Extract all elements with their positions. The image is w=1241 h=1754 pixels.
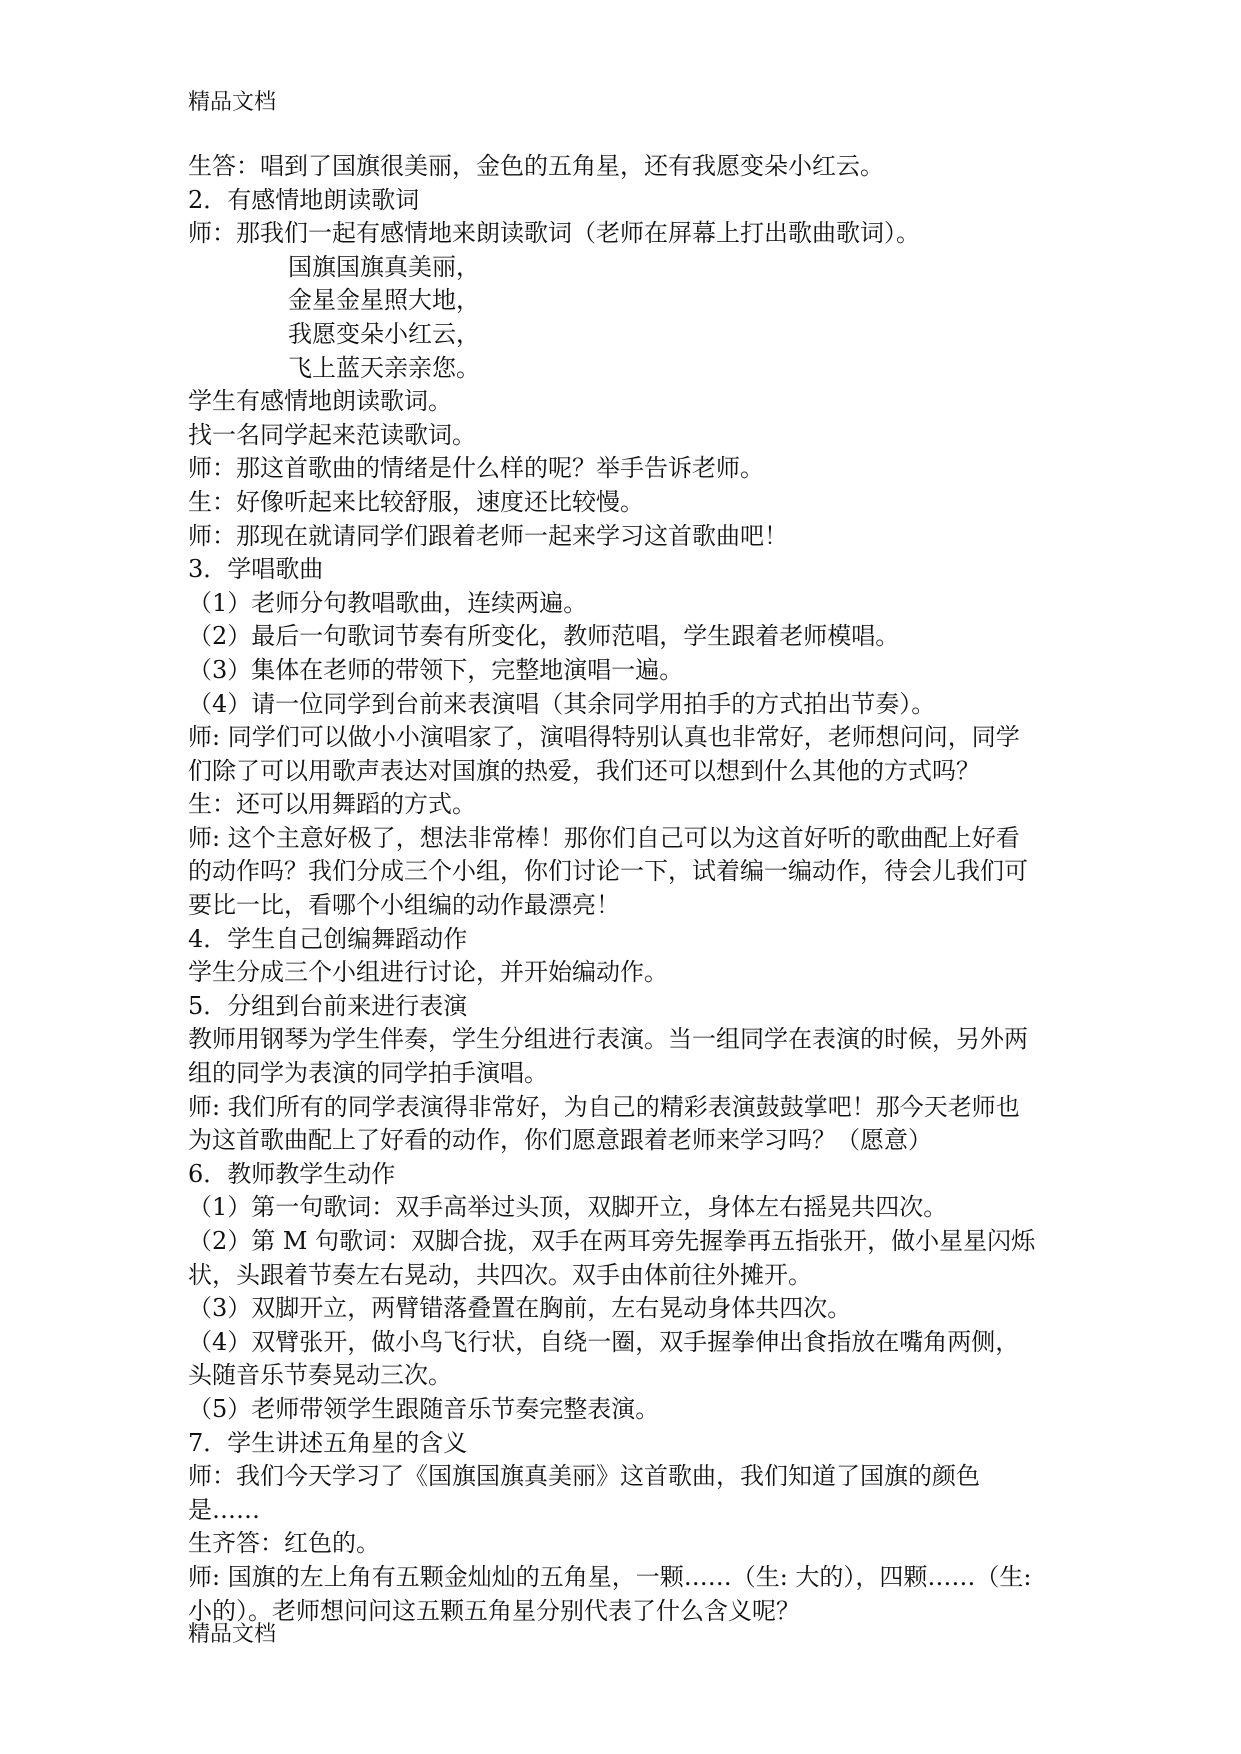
text-line: 师：我们今天学习了《国旗国旗真美丽》这首歌曲，我们知道了国旗的颜色 <box>188 1462 980 1491</box>
page-header: 精品文档 <box>188 90 277 115</box>
section-heading: 5．分组到台前来进行表演 <box>188 991 468 1020</box>
text-line: 师: 同学们可以做小小演唱家了，演唱得特别认真也非常好，老师想问问，同学 <box>188 723 1020 752</box>
list-item: （2）最后一句歌词节奏有所变化，教师范唱，学生跟着老师模唱。 <box>188 622 900 651</box>
section-heading: 3．学唱歌曲 <box>188 555 324 584</box>
list-item: （1）第一句歌词：双手高举过头顶，双脚开立，身体左右摇晃共四次。 <box>188 1193 948 1222</box>
text-line: 们除了可以用歌声表达对国旗的热爱，我们还可以想到什么其他的方式吗？ <box>188 756 980 785</box>
list-item: （2）第 M 句歌词：双脚合拢，双手在两耳旁先握拳再五指张开，做小星星闪烁 <box>188 1227 1036 1255</box>
text-line: 是…… <box>188 1495 260 1524</box>
text-line: 为这首歌曲配上了好看的动作，你们愿意跟着老师来学习吗？（愿意） <box>188 1126 932 1155</box>
text-line: 的动作吗？我们分成三个小组，你们讨论一下，试着编一编动作，待会儿我们可 <box>188 857 1028 886</box>
text-line: 学生分成三个小组进行讨论，并开始编动作。 <box>188 958 668 987</box>
text-line: 师：那这首歌曲的情绪是什么样的呢？举手告诉老师。 <box>188 454 764 483</box>
section-heading: 2．有感情地朗读歌词 <box>188 185 420 214</box>
list-item: （5）老师带领学生跟随音乐节奏完整表演。 <box>188 1394 660 1423</box>
text-line: 组的同学为表演的同学拍手演唱。 <box>188 1059 548 1088</box>
list-item: （3）双脚开立，两臂错落叠置在胸前，左右晃动身体共四次。 <box>188 1294 852 1323</box>
list-item: （4）请一位同学到台前来表演唱（其余同学用拍手的方式拍出节奏）。 <box>188 689 936 718</box>
text-line: 师: 国旗的左上角有五颗金灿灿的五角星，一颗……（生: 大的），四颗……（生: <box>188 1562 1032 1591</box>
document-body <box>188 150 1060 1628</box>
text-line: 师：那我们一起有感情地来朗读歌词（老师在屏幕上打出歌曲歌词）。 <box>188 219 920 248</box>
text-line: 教师用钢琴为学生伴奏，学生分组进行表演。当一组同学在表演的时候，另外两 <box>188 1025 1028 1054</box>
text-line: 头随音乐节奏晃动三次。 <box>188 1361 452 1390</box>
text-line: 找一名同学起来范读歌词。 <box>188 420 476 449</box>
section-heading: 6．教师教学生动作 <box>188 1159 396 1188</box>
text-line: 生答：唱到了国旗很美丽，金色的五角星，还有我愿变朵小红云。 <box>188 152 884 180</box>
text-line: 生：还可以用舞蹈的方式。 <box>188 790 476 819</box>
list-item: （4）双臂张开，做小鸟飞行状，自绕一圈，双手握拳伸出食指放在嘴角两侧， <box>188 1327 1020 1356</box>
list-item: （1）老师分句教唱歌曲，连续两遍。 <box>188 588 588 617</box>
text-line: 要比一比，看哪个小组编的动作最漂亮！ <box>188 891 620 920</box>
lyric-line: 国旗国旗真美丽， <box>288 252 480 281</box>
text-line: 学生有感情地朗读歌词。 <box>188 387 452 416</box>
section-heading: 4．学生自己创编舞蹈动作 <box>188 924 468 953</box>
text-line: 师：那现在就请同学们跟着老师一起来学习这首歌曲吧！ <box>188 521 788 550</box>
text-line: 状，头跟着节奏左右晃动，共四次。双手由体前往外摊开。 <box>188 1260 812 1289</box>
text-line: 师: 这个主意好极了，想法非常棒！那你们自己可以为这首好听的歌曲配上好看 <box>188 823 1020 852</box>
lyric-line: 我愿变朵小红云， <box>288 319 480 348</box>
lyric-line: 金星金星照大地， <box>288 286 480 315</box>
section-heading: 7．学生讲述五角星的含义 <box>188 1428 468 1457</box>
text-line: 小的）。老师想问问这五颗五角星分别代表了什么含义呢？ <box>188 1596 800 1625</box>
text-line: 生齐答：红色的。 <box>188 1529 380 1558</box>
list-item: （3）集体在老师的带领下，完整地演唱一遍。 <box>188 655 684 684</box>
page-footer: 精品文档 <box>188 1622 277 1647</box>
text-line: 生：好像听起来比较舒服，速度还比较慢。 <box>188 487 644 516</box>
text-line: 师: 我们所有的同学表演得非常好，为自己的精彩表演鼓鼓掌吧！那今天老师也 <box>188 1092 1020 1121</box>
lyric-line: 飞上蓝天亲亲您。 <box>288 353 480 382</box>
